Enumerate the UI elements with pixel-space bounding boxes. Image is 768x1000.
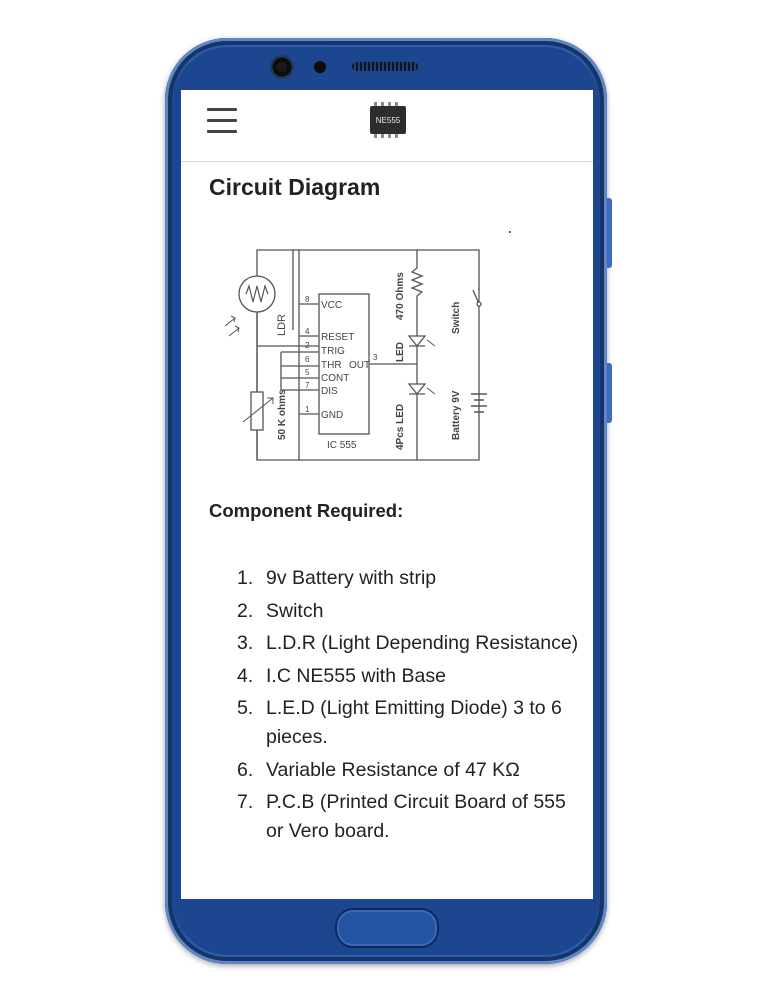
page-title: Circuit Diagram: [209, 174, 381, 200]
pin-num-6: 6: [305, 355, 310, 364]
pin-dis: DIS: [321, 386, 338, 397]
list-item: 7. P.C.B (Printed Circuit Board of 555 or Vero board.: [237, 791, 566, 842]
list-item: 5. L.E.D (Light Emitting Diode) 3 to 6 pieces.: [237, 697, 562, 748]
led-symbol: [409, 336, 425, 346]
pot-label: 50 K ohms: [277, 389, 288, 440]
ic-label: IC 555: [327, 440, 357, 451]
front-camera: [270, 55, 294, 79]
pin-cont: CONT: [321, 373, 350, 384]
resistor-label: 470 Ohms: [395, 272, 406, 320]
components-heading: Component Required:: [209, 500, 404, 521]
pin-num-5: 5: [305, 368, 310, 377]
volume-button: [607, 198, 612, 268]
out-label: OUT: [349, 360, 371, 371]
screen: [181, 90, 593, 899]
hamburger-menu-icon[interactable]: [207, 108, 239, 134]
list-item: 4. I.C NE555 with Base: [237, 664, 446, 687]
earpiece-speaker: [352, 62, 418, 71]
pin-num-8: 8: [305, 295, 310, 304]
pin-num-2: 2: [305, 341, 310, 350]
pin-num-7: 7: [305, 381, 310, 390]
ic-chip-icon: [366, 102, 410, 138]
pin-thr: THR: [321, 360, 342, 371]
power-button: [607, 363, 612, 423]
pin-gnd: GND: [321, 410, 344, 421]
list-item: 2. Switch: [237, 599, 324, 622]
proximity-sensor: [314, 61, 326, 73]
pin-vcc: VCC: [321, 300, 343, 311]
battery-label: Battery 9V: [451, 390, 462, 440]
ldr-label: LDR: [276, 313, 288, 336]
pin-num-4: 4: [305, 327, 310, 336]
out-pin-num: 3: [373, 353, 378, 362]
led-label: LED: [395, 342, 406, 362]
home-button[interactable]: [335, 908, 439, 948]
list-item: 6. Variable Resistance of 47 KΩ: [237, 758, 520, 781]
switch-label: Switch: [451, 301, 462, 334]
led-group-label: 4Pcs LED: [395, 403, 406, 450]
logo-text: NE555: [370, 106, 406, 134]
led-symbol-2: [409, 384, 425, 394]
list-item: 3. L.D.R (Light Depending Resistance): [237, 632, 579, 654]
pin-trig: TRIG: [321, 346, 345, 357]
app-bar: [181, 90, 593, 162]
list-item: 1. 9v Battery with strip: [237, 567, 437, 589]
ldr-symbol: [239, 276, 275, 312]
pin-num-1: 1: [305, 405, 310, 414]
circuit-diagram: [221, 244, 511, 470]
stray-dot: [509, 231, 511, 233]
components-list: [209, 564, 579, 850]
resistor-symbol: [412, 250, 422, 336]
pin-reset: RESET: [321, 332, 355, 343]
